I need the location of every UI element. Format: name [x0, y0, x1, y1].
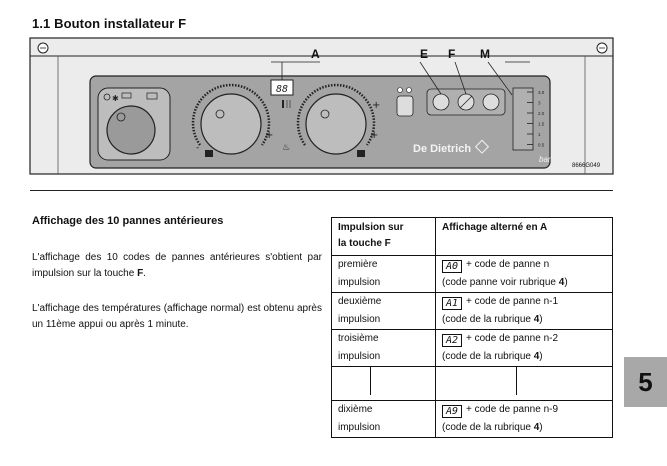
pressure-gauge	[513, 88, 533, 150]
table-row	[332, 256, 613, 293]
svg-text:+: +	[372, 100, 381, 111]
display-readout: 88	[275, 84, 289, 95]
row-display-cell: A2 + code de panne n-2 (code de la rubrique 4)	[436, 330, 613, 367]
dhw-dial-icon	[306, 94, 366, 154]
svg-text:♨: ♨	[282, 143, 291, 153]
row-press-cell: première impulsion	[332, 256, 436, 293]
fault-code-display: A2	[442, 334, 462, 347]
control-panel-illustration	[0, 0, 667, 180]
table-row	[332, 401, 613, 438]
row-display-cell: A9 + code de panne n-9 (code de la rubrique 4)	[436, 401, 613, 438]
section-heading: Affichage des 10 pannes antérieures	[32, 215, 224, 227]
button-m-icon	[483, 94, 499, 110]
pressure-tick-label: 3.0	[538, 90, 545, 95]
left-knob-icon	[107, 106, 155, 154]
table-gap-row	[332, 367, 613, 401]
callout-m-label: M	[480, 47, 490, 61]
pressure-tick-label: 1.5	[538, 121, 545, 127]
row-press-cell: deuxième impulsion	[332, 293, 436, 330]
section-divider	[30, 190, 613, 191]
heating-dial-icon	[201, 94, 261, 154]
gap-cell	[332, 367, 436, 401]
status-led-icon	[407, 88, 412, 93]
table-row	[332, 330, 613, 367]
pressure-tick-label: 0.5	[538, 142, 545, 148]
table-header-row	[332, 218, 613, 256]
paragraph-fault-history: L'affichage des 10 codes de pannes antérieures s'obtient par impulsion sur la touche F.	[32, 252, 322, 279]
gap-cell	[436, 367, 613, 401]
table-row	[332, 293, 613, 330]
row-press-cell: troisième impulsion	[332, 330, 436, 367]
row-display-cell: A0 + code de panne n (code panne voir rubrique 4)	[436, 256, 613, 293]
row-press-cell: dixième impulsion	[332, 401, 436, 438]
brand-logo-text: De Dietrich	[413, 143, 472, 155]
callout-a-label: A	[311, 47, 320, 61]
pressure-tick-label: 1	[538, 132, 541, 137]
chapter-tab: 5	[624, 357, 667, 407]
figure-reference: 8666G049	[572, 163, 601, 169]
callout-f-label: F	[448, 47, 456, 61]
svg-text:+: +	[370, 130, 379, 141]
svg-text:-: -	[196, 143, 200, 153]
callout-e-label: E	[420, 47, 429, 61]
svg-text:✱: ✱	[112, 94, 119, 103]
fault-code-display: A1	[442, 297, 462, 310]
pressure-tick-label: 3	[538, 100, 541, 106]
header-impulse: Impulsion sur la touche F	[332, 218, 436, 256]
button-e-icon	[433, 94, 449, 110]
page-title: 1.1 Bouton installateur F	[32, 16, 187, 31]
chimney-sweep-button	[397, 96, 413, 116]
paragraph-temperature-display: L'affichage des températures (affichage normal) est obtenu après un 11ème appui ou après 1 minute.	[32, 303, 322, 330]
fault-code-display: A0	[442, 260, 462, 273]
svg-text:+: +	[265, 130, 274, 141]
fault-code-display: A9	[442, 405, 462, 418]
pressure-unit-label: bar	[539, 155, 551, 164]
fault-history-table	[331, 217, 613, 438]
pressure-tick-label: 2.0	[538, 111, 545, 116]
row-display-cell: A1 + code de panne n-1 (code de la rubrique 4)	[436, 293, 613, 330]
header-display: Affichage alterné en A	[436, 218, 613, 256]
status-led-icon	[398, 88, 403, 93]
